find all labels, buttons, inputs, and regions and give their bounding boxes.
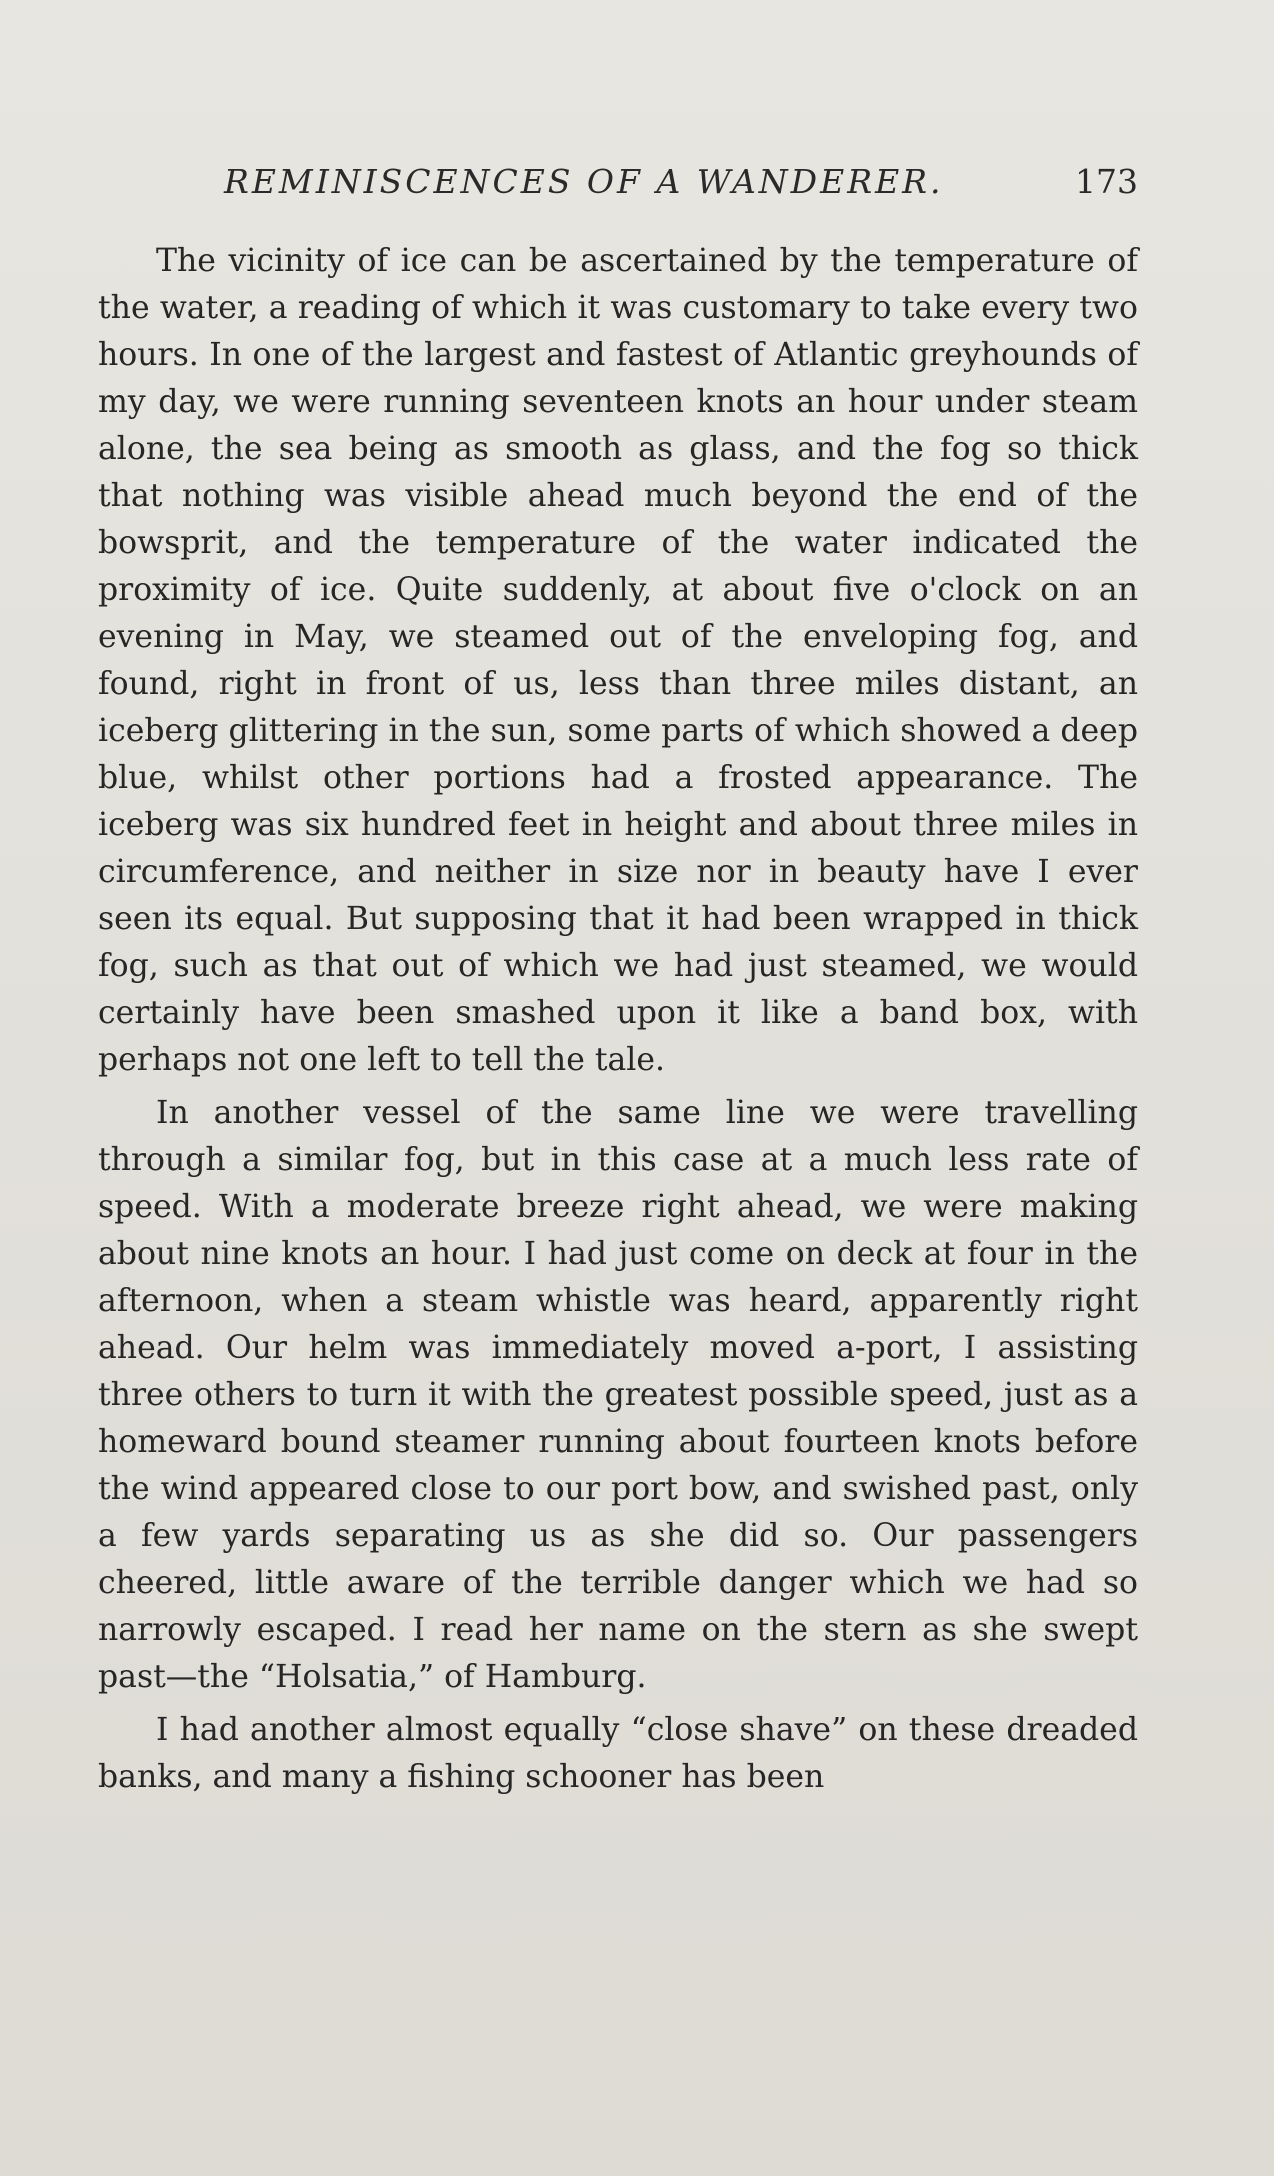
paragraph: I had another almost equally “close shave” on these dreaded banks, and many a fishing schooner has been (98, 1712, 1138, 1795)
running-head: REMINISCENCES OF A WANDERER. (224, 162, 944, 201)
page-header (98, 162, 1138, 206)
paragraph: The vicinity of ice can be ascertained by the temperature of the water, a reading of which it was customary to take every two hours. In one of the largest and fastest of Atlantic greyhounds of my day, we were running seventeen knots an hour under steam alone, the sea being as smooth as glass, and the fog so thick that nothing was visible ahead much beyond the end of the bowsprit, and the temperature of the water indicated the proximity of ice. Quite suddenly, at about five o'clock on an evening in May, we steamed out of the enveloping fog, and found, right in front of us, less than three miles distant, an iceberg glittering in the sun, some parts of which showed a deep blue, whilst other portions had a frosted appearance. The iceberg was six hundred feet in height and about three miles in circumference, and neither in size nor in beauty have I ever seen its equal. But supposing that it had been wrapped in thick fog, such as that out of which we had just steamed, we would certainly have been smashed upon it like a band box, with perhaps not one left to tell the tale. (98, 243, 1138, 1078)
paragraph: In another vessel of the same line we were travelling through a similar fog, but in this case at a much less rate of speed. With a moderate breeze right ahead, we were making about nine knots an hour. I had just come on deck at four in the afternoon, when a steam whistle was heard, apparently right ahead. Our helm was immediately moved a-port, I assisting three others to turn it with the greatest possible speed, just as a homeward bound steamer running about fourteen knots before the wind appeared close to our port bow, and swished past, only a few yards separating us as she did so. Our passengers cheered, little aware of the terrible danger which we had so narrowly escaped. I read her name on the stern as she swept past—the “Holsatia,” of Hamburg. (98, 1095, 1138, 1695)
body-text (98, 238, 1138, 1807)
page-number: 173 (1075, 162, 1138, 201)
